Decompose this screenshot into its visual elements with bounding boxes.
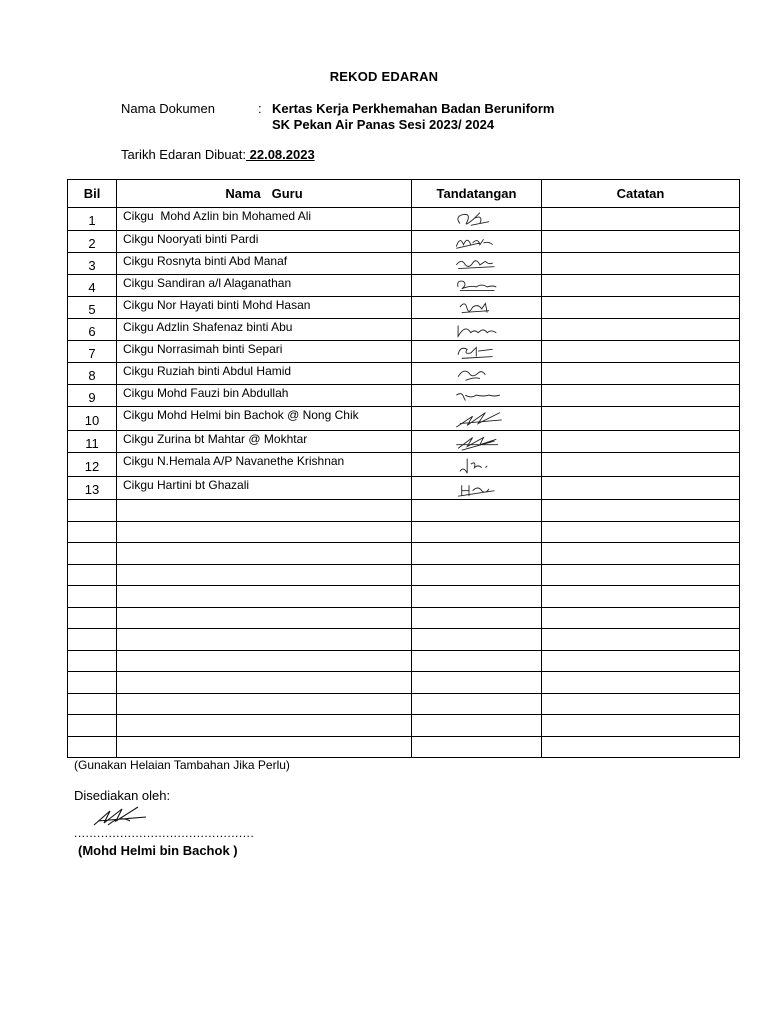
signature-mark: [450, 455, 508, 475]
remarks-cell: [542, 253, 740, 275]
empty-table-row: [68, 629, 740, 651]
row-number: 7: [68, 341, 117, 363]
row-number: 8: [68, 363, 117, 385]
empty-cell: [412, 650, 542, 672]
signature-cell: [412, 319, 542, 341]
remarks-cell: [542, 431, 740, 453]
empty-cell: [412, 564, 542, 586]
signature-cell: [412, 431, 542, 453]
teacher-name: Cikgu Adzlin Shafenaz binti Abu: [117, 319, 412, 341]
empty-cell: [68, 564, 117, 586]
row-number: 4: [68, 275, 117, 297]
additional-sheet-note: (Gunakan Helaian Tambahan Jika Perlu): [74, 758, 290, 772]
empty-cell: [542, 586, 740, 608]
row-number: 3: [68, 253, 117, 275]
empty-cell: [68, 543, 117, 565]
circulation-date-label: Tarikh Edaran Dibuat:: [121, 147, 247, 162]
signature-cell: [412, 407, 542, 431]
signature-mark: [450, 478, 508, 498]
empty-cell: [542, 672, 740, 694]
signature-mark: [450, 209, 508, 229]
prepared-by-label: Disediakan oleh:: [74, 788, 171, 803]
signature-mark: [450, 409, 508, 429]
empty-cell: [542, 650, 740, 672]
remarks-cell: [542, 363, 740, 385]
teacher-name: Cikgu Ruziah binti Abdul Hamid: [117, 363, 412, 385]
teacher-name: Cikgu Mohd Azlin bin Mohamed Ali: [117, 208, 412, 231]
table-row: [68, 453, 740, 477]
empty-cell: [412, 586, 542, 608]
empty-cell: [117, 521, 412, 543]
signature-line: ...............................................: [74, 826, 255, 840]
empty-cell: [117, 629, 412, 651]
empty-cell: [412, 693, 542, 715]
empty-cell: [117, 607, 412, 629]
circulation-date: [121, 147, 315, 162]
empty-cell: [412, 607, 542, 629]
empty-cell: [68, 629, 117, 651]
table-row: [68, 341, 740, 363]
table-row: [68, 407, 740, 431]
signature-cell: [412, 275, 542, 297]
row-number: 5: [68, 297, 117, 319]
signature-cell: [412, 341, 542, 363]
table-row: [68, 385, 740, 407]
table-row: [68, 275, 740, 297]
empty-cell: [68, 693, 117, 715]
remarks-cell: [542, 319, 740, 341]
empty-table-row: [68, 586, 740, 608]
remarks-cell: [542, 208, 740, 231]
empty-cell: [68, 521, 117, 543]
empty-cell: [542, 693, 740, 715]
empty-table-row: [68, 607, 740, 629]
remarks-cell: [542, 385, 740, 407]
table-header-row: [68, 180, 740, 208]
signature-mark: [450, 364, 508, 384]
empty-cell: [542, 736, 740, 758]
empty-cell: [117, 564, 412, 586]
row-number: 13: [68, 477, 117, 500]
table-row: [68, 431, 740, 453]
remarks-cell: [542, 341, 740, 363]
empty-cell: [117, 715, 412, 737]
empty-table-row: [68, 543, 740, 565]
empty-cell: [68, 672, 117, 694]
empty-cell: [117, 650, 412, 672]
document-name-line2: SK Pekan Air Panas Sesi 2023/ 2024: [272, 117, 495, 132]
row-number: 11: [68, 431, 117, 453]
empty-cell: [117, 693, 412, 715]
signature-mark: [450, 298, 508, 318]
teacher-name: Cikgu Nooryati binti Pardi: [117, 231, 412, 253]
row-number: 12: [68, 453, 117, 477]
empty-cell: [117, 500, 412, 522]
signature-mark: [450, 386, 508, 406]
header-catatan: Catatan: [542, 180, 740, 208]
teacher-name: Cikgu N.Hemala A/P Navanethe Krishnan: [117, 453, 412, 477]
empty-cell: [68, 650, 117, 672]
table-row: [68, 253, 740, 275]
row-number: 6: [68, 319, 117, 341]
table-row: [68, 297, 740, 319]
empty-cell: [542, 607, 740, 629]
teacher-name: Cikgu Norrasimah binti Separi: [117, 341, 412, 363]
document-name: [272, 101, 554, 133]
teacher-name: Cikgu Zurina bt Mahtar @ Mokhtar: [117, 431, 412, 453]
remarks-cell: [542, 275, 740, 297]
signature-cell: [412, 363, 542, 385]
header-tandatangan: Tandatangan: [412, 180, 542, 208]
empty-cell: [542, 500, 740, 522]
table-row: [68, 231, 740, 253]
document-name-label: Nama Dokumen: [121, 101, 215, 116]
signature-cell: [412, 297, 542, 319]
signature-mark: [450, 342, 508, 362]
row-number: 10: [68, 407, 117, 431]
remarks-cell: [542, 477, 740, 500]
remarks-cell: [542, 231, 740, 253]
empty-table-row: [68, 564, 740, 586]
empty-cell: [117, 736, 412, 758]
row-number: 9: [68, 385, 117, 407]
signature-mark: [450, 432, 508, 452]
empty-table-row: [68, 736, 740, 758]
empty-cell: [117, 586, 412, 608]
table-row: [68, 363, 740, 385]
signature-mark: [450, 254, 508, 274]
page-title: REKOD EDARAN: [329, 69, 439, 84]
empty-cell: [68, 607, 117, 629]
empty-table-row: [68, 500, 740, 522]
empty-cell: [117, 543, 412, 565]
signature-cell: [412, 385, 542, 407]
empty-cell: [68, 715, 117, 737]
empty-table-row: [68, 715, 740, 737]
empty-cell: [542, 564, 740, 586]
empty-table-row: [68, 521, 740, 543]
signature-mark: [450, 276, 508, 296]
remarks-cell: [542, 453, 740, 477]
preparer-name: (Mohd Helmi bin Bachok ): [78, 843, 238, 858]
empty-cell: [412, 521, 542, 543]
empty-cell: [68, 500, 117, 522]
empty-cell: [412, 629, 542, 651]
empty-cell: [412, 715, 542, 737]
empty-cell: [542, 543, 740, 565]
document-name-colon: :: [258, 101, 262, 116]
signature-mark: [450, 320, 508, 340]
row-number: 2: [68, 231, 117, 253]
empty-cell: [412, 736, 542, 758]
signature-cell: [412, 453, 542, 477]
header-bil: Bil: [68, 180, 117, 208]
teacher-name: Cikgu Nor Hayati binti Mohd Hasan: [117, 297, 412, 319]
empty-cell: [412, 672, 542, 694]
remarks-cell: [542, 407, 740, 431]
table-row: [68, 319, 740, 341]
signature-cell: [412, 208, 542, 231]
signature-mark: [450, 232, 508, 252]
table-row: [68, 208, 740, 231]
circulation-date-value: 22.08.2023: [246, 147, 315, 162]
row-number: 1: [68, 208, 117, 231]
header-nama-guru: Nama Guru: [117, 180, 412, 208]
empty-cell: [542, 629, 740, 651]
signature-cell: [412, 477, 542, 500]
remarks-cell: [542, 297, 740, 319]
empty-cell: [68, 586, 117, 608]
circulation-table: [67, 179, 740, 758]
empty-cell: [68, 736, 117, 758]
table-row: [68, 477, 740, 500]
empty-cell: [117, 672, 412, 694]
teacher-name: Cikgu Mohd Fauzi bin Abdullah: [117, 385, 412, 407]
teacher-name: Cikgu Hartini bt Ghazali: [117, 477, 412, 500]
empty-cell: [412, 543, 542, 565]
empty-cell: [542, 521, 740, 543]
document-name-line1: Kertas Kerja Perkhemahan Badan Beruniform: [272, 101, 555, 116]
empty-table-row: [68, 650, 740, 672]
teacher-name: Cikgu Sandiran a/l Alaganathan: [117, 275, 412, 297]
empty-table-row: [68, 672, 740, 694]
signature-cell: [412, 253, 542, 275]
empty-cell: [412, 500, 542, 522]
empty-cell: [542, 715, 740, 737]
teacher-name: Cikgu Mohd Helmi bin Bachok @ Nong Chik: [117, 407, 412, 431]
empty-table-row: [68, 693, 740, 715]
teacher-name: Cikgu Rosnyta binti Abd Manaf: [117, 253, 412, 275]
signature-cell: [412, 231, 542, 253]
